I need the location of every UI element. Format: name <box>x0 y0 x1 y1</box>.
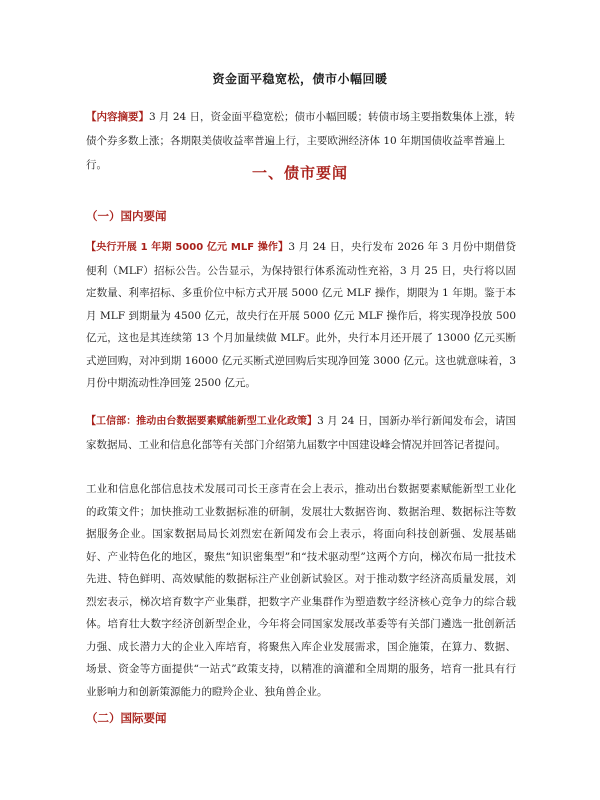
news-text-miit-p2: 工业和信息化部信息技术发展司司长王彦青在会上表示，推动出台数据要素赋能新型工业化的政策文件；加快推动工业数据标准的研制，发展壮大数据咨询、数据治理、数据标注等数据服务企业。国家数据局局长刘烈宏在新闻发布会上表示，将面向科技创新强、发展基础好、产业特色化的地区，聚焦“知识密集型”和“技术驱动型”这两个方向，梯次布局一批技术先进、特色鲜明、高效赋能的数据标注产业创新试验区。对于推动数字经济高质量发展，刘烈宏表示，梯次培育数字产业集群，把数字产业集群作为塑造数字经济核心竞争力的综合载体。培育壮大数字经济创新型企业，今年将会同国家发展改革委等有关部门遴选一批创新活力强、成长潜力大的企业入库培育，将聚焦入库企业发展需求，国企施策，在算力、数据、场景、资金等方面提供“一站式”政策支持，以精准的滴灌和全周期的服务，培育一批具有行业影响力和创新策源能力的瞪羚企业、独角兽企业。 <box>86 483 516 698</box>
summary-tag: 【内容摘要】 <box>86 111 149 123</box>
sub-heading-domestic-news: （一）国内要闻 <box>86 209 167 223</box>
news-item-miit <box>86 410 516 456</box>
news-item-mlf <box>86 236 516 395</box>
summary-text: 3 月 24 日，资金面平稳宽松；债市小幅回暖；转债市场主要指数集体上涨，转债个券多数上涨；各期限美债收益率普遍上行，主要欧洲经济体 10 年期国债收益率普遍上行。 <box>86 111 516 171</box>
section-heading-bond-news: 一、债市要闻 <box>251 164 348 182</box>
document-title: 资金面平稳宽松，债市小幅回暖 <box>212 72 388 86</box>
news-text-mlf: 3 月 24 日，央行发布 2026 年 3 月份中期借贷便利（MLF）招标公告。公告显示，为保持银行体系流动性充裕，3 月 25 日，央行将以固定数量、利率招标、多重价位中标方式开展 5000 亿元 MLF 操作，期限为 1 年期。鉴于本月 MLF 到期量为 4500 亿元，故央行在开展 5000 亿元 MLF 操作后，将实现净投放 500 亿元，这也是其连续第 13 个月加量续做 MLF。此外，央行本月还开展了 13000 亿元买断式逆回购，对冲到期 16000 亿元买断式逆回购后实现净回笼 3000 亿元。这也就意味着，3 月份中期流动性净回笼 2500 亿元。 <box>86 241 516 389</box>
news-text-miit-p1: 3 月 24 日，国新办举行新闻发布会，请国家数据局、工业和信息化部等有关部门介绍第九届数字中国建设峰会情况并回答记者提问。 <box>86 415 516 451</box>
news-tag-mlf: 【央行开展 1 年期 5000 亿元 MLF 操作】 <box>86 242 289 253</box>
news-item-miit-body <box>86 478 516 703</box>
sub-heading-international-news: （二）国际要闻 <box>86 711 167 725</box>
news-tag-miit: 【工信部：推动由台数据要素赋能新型工业化政策】 <box>86 416 318 427</box>
